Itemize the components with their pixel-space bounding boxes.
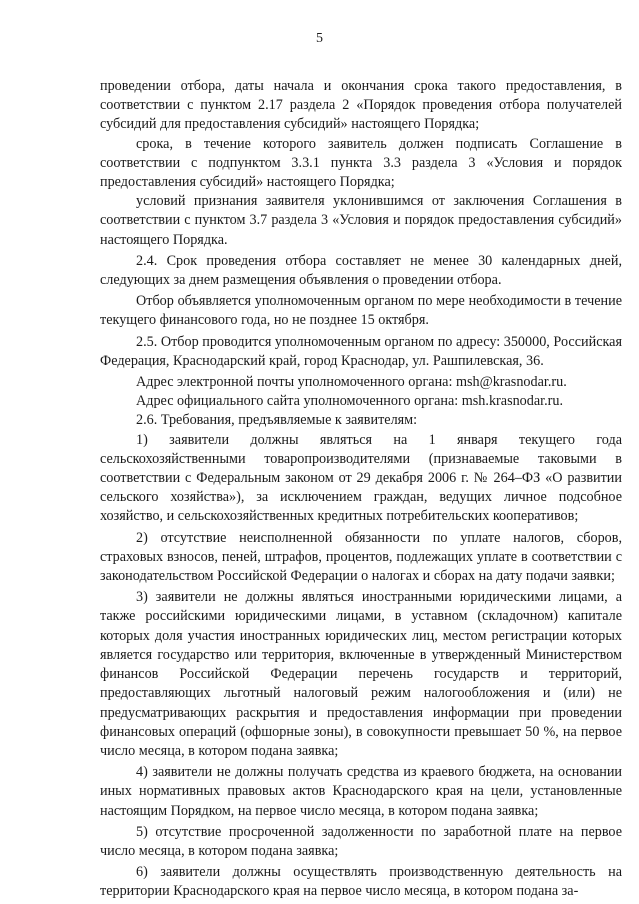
paragraph: проведении отбора, даты начала и окончания срока такого предоставления, в соответствии с пунктом 2.17 раздела 2 «Порядок проведения отбора получателей субсидий для предоставления субсидий» настоящего Порядка; — [100, 78, 622, 133]
paragraph: Отбор объявляется уполномоченным органом по мере необходимости в течение текущего финансового года, но не позднее 15 октября. — [100, 293, 622, 329]
paragraph: Адрес электронной почты уполномоченного органа: msh@krasnodar.ru. — [136, 374, 567, 391]
page-number: 5 — [316, 31, 323, 46]
paragraph: условий признания заявителя уклонившимся от заключения Соглашения в соответствии с пунктом 3.7 раздела 3 «Условия и порядок предоставления субсидий» настоящего Порядка. — [100, 193, 622, 248]
paragraph: 2.5. Отбор проводится уполномоченным органом по адресу: 350000, Российская Федерация, Краснодарский край, город Краснодар, ул. Рашпилевская, 36. — [100, 333, 622, 369]
paragraph: 6) заявители должны осуществлять производственную деятельность на территории Краснодарского края на первое число месяца, в котором подана за- — [100, 864, 622, 900]
document-body — [100, 77, 622, 902]
paragraph: 3) заявители не должны являться иностранными юридическими лицами, а также российскими юридическими лицами, в уставном (складочном) капитале которых доля участия иностранных юридических лиц, местом регистрации которых является государство или территория, включенные в утвержденный Министерством финансов Российской Федерации перечень государств и территорий, предоставляющих льготный налоговый режим налогообложения и (или) не предусматривающих раскрытия и предоставления информации при проведении финансовых операций (офшорные зоны), в совокупности превышает 50 %, на первое число месяца, в котором подана заявка; — [100, 589, 622, 759]
paragraph: 4) заявители не должны получать средства из краевого бюджета, на основании иных нормативных правовых актов Краснодарского края на цели, установленные настоящим Порядком, на первое число месяца, в котором подана заявка; — [100, 764, 622, 819]
paragraph: 5) отсутствие просроченной задолженности по заработной плате на первое число месяца, в котором подана заявка; — [100, 823, 622, 859]
paragraph: срока, в течение которого заявитель должен подписать Соглашение в соответствии с подпунктом 3.3.1 пункта 3.3 раздела 3 «Условия и порядок предоставления субсидий» настоящего Порядка; — [100, 135, 622, 191]
paragraph: 1) заявители должны являться на 1 января текущего года сельскохозяйственными товаропроизводителями (признаваемые таковыми в соответствии с Федеральным законом от 29 декабря 2006 г. № 264–ФЗ «О развитии сельского хозяйства»), за исключением граждан, ведущих личное подсобное хозяйство, и сельскохозяйственных кредитных потребительских кооперативов; — [100, 431, 622, 525]
paragraph: 2.6. Требования, предъявляемые к заявителям: — [136, 412, 418, 429]
paragraph: 2.4. Срок проведения отбора составляет не менее 30 календарных дней, следующих за днем размещения объявления о проведении отбора. — [100, 252, 622, 289]
paragraph: 2) отсутствие неисполненной обязанности по уплате налогов, сборов, страховых взносов, пеней, штрафов, процентов, подлежащих уплате в соответствии с законодательством Российской Федерации о налогах и сборах на дату подачи заявки; — [100, 529, 622, 585]
paragraph: Адрес официального сайта уполномоченного органа: msh.krasnodar.ru. — [136, 393, 564, 410]
